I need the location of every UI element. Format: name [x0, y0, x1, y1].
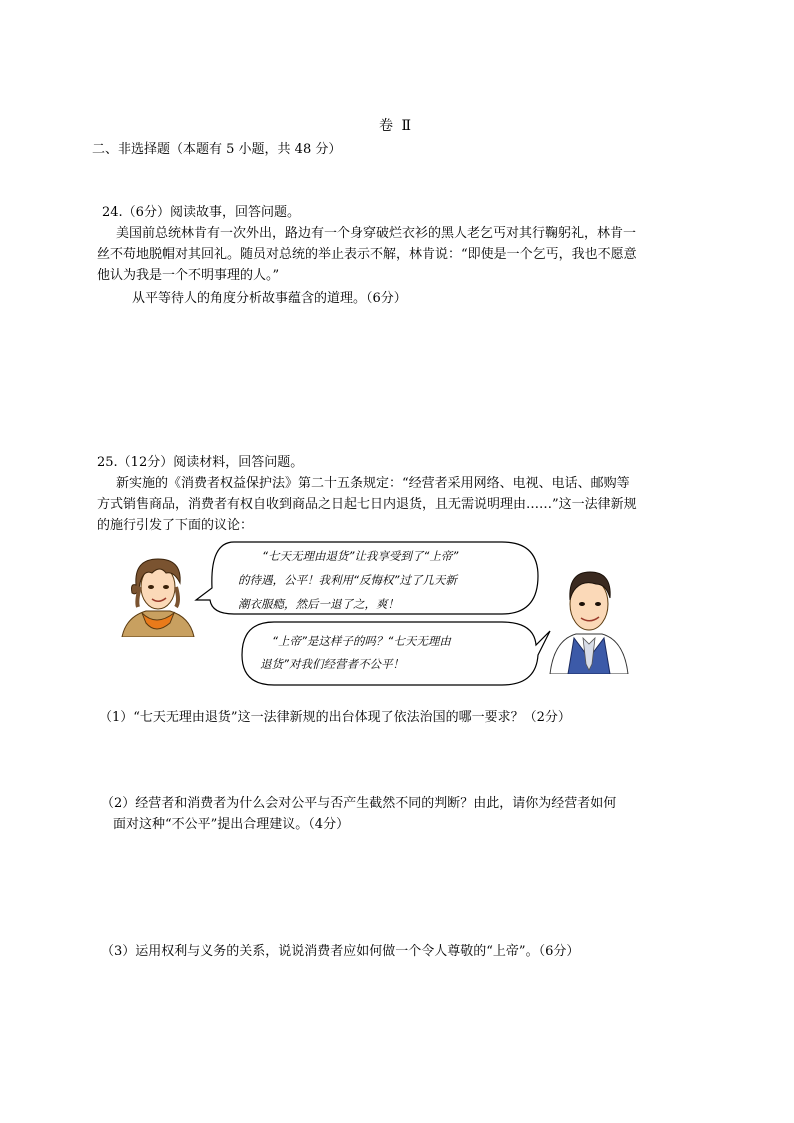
consumer-bubble-line-2: 的待遇，公平！我利用“反悔权”过了几天新: [238, 573, 457, 587]
q25-material-line-2: 方式销售商品，消费者有权自收到商品之日起七日内退货，且无需说明理由……”这一法律新规: [97, 497, 637, 512]
section-heading: 二、非选择题（本题有 5 小题，共 48 分）: [92, 142, 342, 157]
consumer-cartoon-figure: [118, 553, 198, 637]
business-bubble-line-2: 退货”对我们经营者不公平！: [260, 657, 404, 671]
q24-story-line-1: 美国前总统林肯有一次外出，路边有一个身穿破烂衣衫的黑人老乞丐对其行鞠躬礼，林肯一: [116, 226, 637, 241]
q25-header: 25.（12分）阅读材料，回答问题。: [97, 455, 304, 470]
consumer-bubble-line-1: “七天无理由退货”让我享受到了“上帝”: [262, 549, 459, 563]
q25-material-line-3: 的施行引发了下面的议论：: [97, 518, 254, 533]
q24-header: 24.（6分）阅读故事，回答问题。: [102, 205, 300, 220]
q24-question: 从平等待人的角度分析故事蕴含的道理。（6分）: [132, 291, 407, 306]
business-cartoon-figure: [548, 566, 630, 674]
section-title: 卷 Ⅱ: [379, 118, 413, 134]
q25-material-line-1: 新实施的《消费者权益保护法》第二十五条规定：“经营者采用网络、电视、电话、邮购等: [116, 476, 630, 491]
q25-sub2-line-2: 面对这种“不公平”提出合理建议。（4分）: [113, 817, 350, 832]
q25-sub3: （3）运用权利与义务的关系，说说消费者应如何做一个令人尊敬的“上帝”。（6分）: [101, 944, 580, 959]
q25-sub2-line-1: （2）经营者和消费者为什么会对公平与否产生截然不同的判断？由此，请你为经营者如何: [101, 796, 617, 811]
q25-sub1: （1）“七天无理由退货”这一法律新规的出台体现了依法治国的哪一要求？（2分）: [99, 710, 571, 725]
q24-story-line-2: 丝不苟地脱帽对其回礼。随员对总统的举止表示不解，林肯说：“即使是一个乞丐，我也不愿意: [97, 247, 637, 262]
q24-story-line-3: 他认为我是一个不明事理的人。”: [97, 268, 280, 283]
business-bubble-line-1: “上帝”是这样子的吗？“七天无理由: [272, 634, 451, 648]
consumer-bubble-line-3: 潮衣服瘾，然后一退了之，爽！: [238, 597, 399, 611]
